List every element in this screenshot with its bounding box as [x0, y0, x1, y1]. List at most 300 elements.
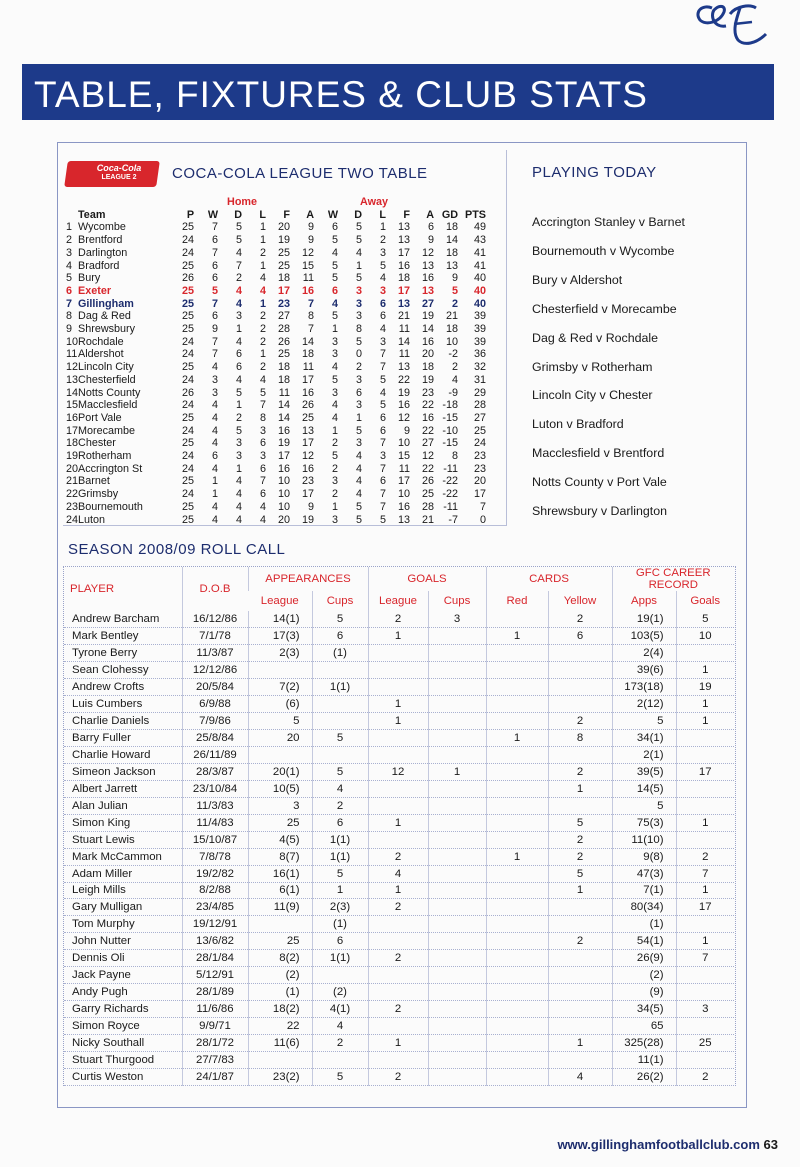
stat-cell: 54(1) — [612, 933, 676, 950]
stat-cell — [312, 967, 368, 984]
stat-cell: 1 — [368, 814, 428, 831]
league-cell: 23 — [278, 297, 291, 310]
stat-cell: 1 — [548, 1034, 612, 1051]
league-cell: 40 — [474, 297, 487, 310]
league-cell: 10 — [398, 488, 411, 501]
league-cell: 4 — [332, 399, 339, 412]
league-cell: 4 — [212, 437, 219, 450]
player-dob: 20/5/84 — [182, 679, 248, 696]
league-cell: -2 — [448, 348, 459, 361]
league-cell: 4 — [236, 475, 243, 488]
league-cell: 25 — [182, 259, 195, 272]
team-name: Morecambe — [78, 424, 136, 437]
league-cell: 3 — [332, 475, 339, 488]
team-name: Macclesfield — [78, 399, 138, 412]
league-position: 11 — [66, 348, 78, 361]
player-row — [64, 713, 734, 730]
league-cell: 21 — [422, 513, 435, 526]
player-dob: 7/8/78 — [182, 848, 248, 865]
player-name: Andy Pugh — [64, 984, 182, 1001]
stat-cell — [486, 713, 548, 730]
league-row — [66, 425, 486, 438]
player-row — [64, 984, 734, 1001]
league-cell: 4 — [332, 361, 339, 374]
league-cell: 25 — [182, 500, 195, 513]
team-name: Dag & Red — [78, 310, 131, 323]
stat-cell: 8(7) — [248, 848, 312, 865]
col-header-f: F — [283, 208, 291, 221]
stat-cell: 75(3) — [612, 814, 676, 831]
stat-cell: 25 — [676, 1034, 734, 1051]
league-cell: 15 — [302, 259, 315, 272]
league-cell: 19 — [422, 310, 435, 323]
league-cell: 9 — [308, 234, 315, 247]
stat-cell — [548, 1051, 612, 1068]
stat-cell: 16(1) — [248, 865, 312, 882]
stat-cell — [428, 797, 486, 814]
player-row — [64, 1018, 734, 1035]
sub-header: Red — [486, 591, 548, 611]
stat-cell — [486, 950, 548, 967]
league-cell: 3 — [356, 437, 363, 450]
league-cell: 21 — [446, 310, 459, 323]
league-cell: 6 — [212, 450, 219, 463]
league-position: 17 — [66, 424, 79, 437]
league-cell: 29 — [474, 386, 487, 399]
team-name: Accrington St — [78, 462, 143, 475]
league-cell: 25 — [182, 437, 195, 450]
league-cell: 16 — [398, 500, 411, 513]
stat-cell: 5 — [312, 1068, 368, 1085]
league-cell: 2 — [260, 323, 267, 336]
league-cell: 7 — [380, 488, 387, 501]
stat-cell: 5 — [312, 611, 368, 628]
league-cell: 8 — [356, 323, 363, 336]
footer — [557, 1137, 778, 1152]
stat-cell: 1 — [368, 882, 428, 899]
league-cell: 4 — [380, 386, 387, 399]
stat-cell: 1(1) — [312, 831, 368, 848]
sub-header: Goals — [676, 591, 734, 611]
stat-cell: 2(3) — [312, 899, 368, 916]
sub-header: League — [260, 595, 299, 607]
league-position: 4 — [66, 259, 73, 272]
league-cell: 27 — [474, 411, 487, 424]
stat-cell: 34(1) — [612, 730, 676, 747]
league-position: 18 — [66, 437, 79, 450]
stat-cell: 80(34) — [612, 899, 676, 916]
league-cell: 16 — [278, 462, 291, 475]
player-name: Jack Payne — [64, 967, 182, 984]
league-cell: 4 — [236, 335, 243, 348]
league-cell: 6 — [212, 259, 219, 272]
league-cell: 0 — [480, 513, 487, 526]
stat-cell — [428, 696, 486, 713]
league-cell: -9 — [448, 386, 459, 399]
league-cell: 25 — [182, 297, 195, 310]
stat-cell — [486, 916, 548, 933]
stat-cell: 4 — [312, 780, 368, 797]
team-name: Bradford — [78, 259, 120, 272]
league-cell: 2 — [380, 234, 387, 247]
stat-cell — [676, 780, 734, 797]
league-cell: 4 — [236, 513, 243, 526]
stat-cell: 34(5) — [612, 1001, 676, 1018]
league-cell: 12 — [302, 246, 315, 259]
stat-cell — [548, 916, 612, 933]
fixture-item: Bury v Aldershot — [532, 272, 623, 287]
stat-cell — [248, 1051, 312, 1068]
stat-cell — [676, 730, 734, 747]
player-row — [64, 967, 734, 984]
stat-cell: 2 — [368, 1068, 428, 1085]
stat-cell: 22 — [248, 1018, 312, 1035]
player-row — [64, 662, 734, 679]
col-header-team: Team — [78, 208, 106, 221]
player-dob: 16/12/86 — [182, 611, 248, 628]
stat-cell: 5 — [312, 730, 368, 747]
stat-cell: 1 — [486, 628, 548, 645]
league-cell: 26 — [278, 335, 291, 348]
league-position: 6 — [66, 284, 73, 297]
stat-cell — [676, 831, 734, 848]
fixture-item: Accrington Stanley v Barnet — [532, 215, 685, 229]
league-cell: 3 — [380, 335, 387, 348]
player-row — [64, 933, 734, 950]
player-name: Nicky Southall — [64, 1034, 182, 1051]
league-cell: 23 — [474, 462, 487, 475]
player-row — [64, 1034, 734, 1051]
player-dob: 8/2/88 — [182, 882, 248, 899]
fixture-item: Bournemouth v Wycombe — [532, 243, 675, 258]
league-cell: 4 — [356, 475, 363, 488]
stat-cell — [368, 679, 428, 696]
league-position: 9 — [66, 323, 73, 336]
stat-cell: 5 — [612, 797, 676, 814]
stat-cell — [548, 696, 612, 713]
league-cell: -22 — [442, 488, 459, 501]
league-cell: 3 — [212, 373, 219, 386]
league-cell: 43 — [474, 234, 487, 247]
team-name: Bournemouth — [78, 500, 143, 513]
league-cell: 20 — [278, 513, 291, 526]
league-cell: 7 — [308, 323, 315, 336]
group-header: APPEARANCES — [248, 567, 368, 591]
sub-header: Cups — [312, 591, 368, 611]
sub-header: Cups — [428, 591, 486, 611]
league-cell: 2 — [260, 361, 267, 374]
league-cell: 15 — [398, 450, 411, 463]
league-row — [66, 412, 486, 425]
league-cell: 4 — [212, 411, 219, 424]
league-cell: 18 — [278, 373, 291, 386]
league-cell: 49 — [474, 221, 487, 234]
stat-cell: 2 — [548, 611, 612, 628]
league-cell: 17 — [398, 246, 411, 259]
league-cell: 7 — [236, 259, 243, 272]
league-cell: 2 — [260, 310, 267, 323]
league-cell: 2 — [332, 462, 339, 475]
stat-cell: 14(1) — [248, 611, 312, 628]
league-cell: 25 — [182, 411, 195, 424]
stat-cell: 6 — [312, 628, 368, 645]
stat-cell — [486, 1068, 548, 1085]
stat-cell: 17 — [676, 763, 734, 780]
stat-cell: 1(1) — [312, 679, 368, 696]
stat-cell: 5 — [548, 814, 612, 831]
league-cell: -15 — [442, 411, 459, 424]
league-cell: 17 — [302, 373, 315, 386]
player-row — [64, 814, 734, 831]
stat-cell: 7(2) — [248, 679, 312, 696]
league-cell: 1 — [212, 475, 219, 488]
league-cell: 6 — [380, 411, 387, 424]
team-name: Shrewsbury — [78, 323, 136, 336]
league-cell: 16 — [422, 272, 435, 285]
stat-cell — [548, 662, 612, 679]
league-cell: 5 — [356, 221, 363, 234]
league-cell: 20 — [474, 475, 487, 488]
league-cell: 40 — [474, 284, 487, 297]
col-header-gd: GD — [441, 208, 459, 221]
league-cell: 7 — [212, 297, 219, 310]
league-cell: 6 — [356, 386, 363, 399]
league-cell: 4 — [236, 373, 243, 386]
stat-cell — [486, 1001, 548, 1018]
league-cell: 4 — [332, 411, 339, 424]
stat-cell: 325(28) — [612, 1034, 676, 1051]
stat-cell — [428, 916, 486, 933]
page-number: 63 — [763, 1137, 778, 1152]
league-cell: 13 — [398, 513, 411, 526]
league-row — [66, 463, 486, 476]
league-cell: 16 — [398, 259, 411, 272]
league-cell: 24 — [182, 450, 195, 463]
stat-cell: 2 — [676, 848, 734, 865]
league-cell: 5 — [212, 284, 219, 297]
league-cell: -15 — [442, 437, 459, 450]
league-cell: 5 — [356, 234, 363, 247]
player-dob: 12/12/86 — [182, 662, 248, 679]
player-dob: 15/10/87 — [182, 831, 248, 848]
team-name: Chester — [78, 437, 116, 450]
stat-cell: 7 — [676, 865, 734, 882]
league-cell: 24 — [182, 234, 195, 247]
league-position: 7 — [66, 297, 73, 310]
stat-cell: 2(4) — [612, 645, 676, 662]
league-cell: 26 — [182, 272, 195, 285]
footer-url[interactable]: www.gillinghamfootballclub.com — [557, 1137, 760, 1152]
league-cell: 4 — [236, 297, 243, 310]
league-cell: 4 — [212, 399, 219, 412]
player-dob: 7/1/78 — [182, 628, 248, 645]
league-cell: 7 — [380, 437, 387, 450]
player-dob: 23/4/85 — [182, 899, 248, 916]
player-dob: 13/6/82 — [182, 933, 248, 950]
stat-cell — [676, 967, 734, 984]
stat-cell — [428, 848, 486, 865]
league-cell: 8 — [452, 450, 459, 463]
league-position: 19 — [66, 450, 79, 463]
player-row — [64, 780, 734, 797]
stat-cell — [676, 645, 734, 662]
player-dob: 5/12/91 — [182, 967, 248, 984]
league-cell: 5 — [380, 513, 387, 526]
league-cell: 12 — [422, 246, 435, 259]
stat-cell: 14(5) — [612, 780, 676, 797]
league-cell: 4 — [236, 246, 243, 259]
stat-cell — [676, 747, 734, 764]
group-header: D.O.B — [182, 567, 248, 611]
league-cell: 5 — [380, 399, 387, 412]
league-cell: 3 — [260, 424, 267, 437]
league-cell: 16 — [422, 411, 435, 424]
stat-cell: 23(2) — [248, 1068, 312, 1085]
league-cell: 16 — [398, 399, 411, 412]
league-cell: 24 — [182, 373, 195, 386]
league-row — [66, 374, 486, 387]
player-name: Mark McCammon — [64, 848, 182, 865]
league-cell: 25 — [182, 323, 195, 336]
group-header: CARDS — [486, 567, 612, 591]
club-logo-icon — [690, 0, 774, 50]
team-name: Barnet — [78, 475, 110, 488]
player-row — [64, 696, 734, 713]
stat-cell — [548, 797, 612, 814]
league-cell: 22 — [422, 462, 435, 475]
league-cell: 27 — [422, 297, 435, 310]
league-cell: 6 — [380, 310, 387, 323]
league-cell: 5 — [236, 386, 243, 399]
player-dob: 6/9/88 — [182, 696, 248, 713]
league-row — [66, 348, 486, 361]
league-cell: 18 — [302, 348, 315, 361]
league-cell: 1 — [212, 488, 219, 501]
league-row — [66, 501, 486, 514]
league-cell: 2 — [236, 411, 243, 424]
league-cell: 24 — [182, 348, 195, 361]
player-name: Dennis Oli — [64, 950, 182, 967]
stat-cell — [428, 933, 486, 950]
stat-cell: (1) — [312, 916, 368, 933]
league-position: 15 — [66, 399, 79, 412]
stat-cell: (6) — [248, 696, 312, 713]
player-row — [64, 1001, 734, 1018]
stat-cell: 1 — [676, 713, 734, 730]
col-header-l: L — [259, 208, 267, 221]
league-cell: 10 — [278, 500, 291, 513]
stat-cell — [486, 984, 548, 1001]
league-cell: 39 — [474, 310, 487, 323]
league-cell: -22 — [442, 475, 459, 488]
league-cell: 23 — [474, 450, 487, 463]
stat-cell: 2 — [548, 763, 612, 780]
stat-cell — [486, 662, 548, 679]
stat-cell: 1 — [368, 696, 428, 713]
league-cell: 17 — [302, 488, 315, 501]
stat-cell — [428, 713, 486, 730]
fixture-item: Dag & Red v Rochdale — [532, 330, 659, 345]
league-cell: 4 — [332, 297, 339, 310]
league-cell: 7 — [380, 500, 387, 513]
league-cell: 11 — [302, 272, 315, 285]
league-cell: 6 — [332, 221, 339, 234]
league-cell: 3 — [236, 310, 243, 323]
stat-cell: 11(9) — [248, 899, 312, 916]
league-cell: 7 — [260, 399, 267, 412]
league-cell: 7 — [260, 475, 267, 488]
league-cell: 7 — [212, 348, 219, 361]
league-cell: 18 — [446, 246, 459, 259]
stat-cell: 173(18) — [612, 679, 676, 696]
stat-cell — [368, 797, 428, 814]
stat-cell: 1 — [368, 628, 428, 645]
league-position: 14 — [66, 386, 79, 399]
league-cell: 9 — [308, 500, 315, 513]
stat-cell — [428, 1034, 486, 1051]
stat-cell — [428, 1001, 486, 1018]
stat-cell — [428, 645, 486, 662]
league-cell: 1 — [260, 297, 267, 310]
league-row — [66, 323, 486, 336]
badge-sub: LEAGUE 2 — [101, 174, 137, 181]
league-cell: 3 — [356, 399, 363, 412]
player-name: Curtis Weston — [64, 1068, 182, 1085]
league-cell: 5 — [332, 373, 339, 386]
team-name: Notts County — [78, 386, 141, 399]
league-cell: 3 — [380, 450, 387, 463]
fixture-item: Shrewsbury v Darlington — [532, 504, 667, 519]
league-cell: 8 — [308, 310, 315, 323]
stat-cell — [428, 730, 486, 747]
team-name: Exeter — [78, 284, 112, 297]
stat-cell: 20(1) — [248, 763, 312, 780]
roll-call-table — [64, 567, 734, 1086]
player-name: Albert Jarrett — [64, 780, 182, 797]
stat-cell: 4 — [312, 1018, 368, 1035]
league-row — [66, 285, 486, 298]
league-cell: 7 — [212, 221, 219, 234]
league-position: 16 — [66, 411, 79, 424]
league-cell: 13 — [398, 297, 411, 310]
stat-cell: 10(5) — [248, 780, 312, 797]
stat-cell — [548, 899, 612, 916]
stat-cell: 1 — [676, 882, 734, 899]
league-cell: 7 — [308, 297, 315, 310]
stat-cell: 5 — [612, 713, 676, 730]
league-position: 10 — [66, 335, 79, 348]
stat-cell — [486, 1051, 548, 1068]
player-dob: 7/9/86 — [182, 713, 248, 730]
league-cell: 24 — [182, 335, 195, 348]
stat-cell — [486, 933, 548, 950]
stat-cell — [368, 831, 428, 848]
league-cell: -10 — [442, 424, 459, 437]
league-cell: 25 — [182, 221, 195, 234]
player-dob: 28/1/72 — [182, 1034, 248, 1051]
league-cell: 2 — [260, 335, 267, 348]
league-cell: 13 — [446, 259, 459, 272]
player-row — [64, 1068, 734, 1085]
league-cell: 19 — [278, 234, 291, 247]
stat-cell — [428, 1051, 486, 1068]
league-cell: 19 — [422, 373, 435, 386]
team-name: Lincoln City — [78, 361, 134, 374]
col-header-d: D — [234, 208, 243, 221]
league-cell: 26 — [182, 386, 195, 399]
col-header-f: F — [403, 208, 411, 221]
team-name: Rochdale — [78, 335, 124, 348]
